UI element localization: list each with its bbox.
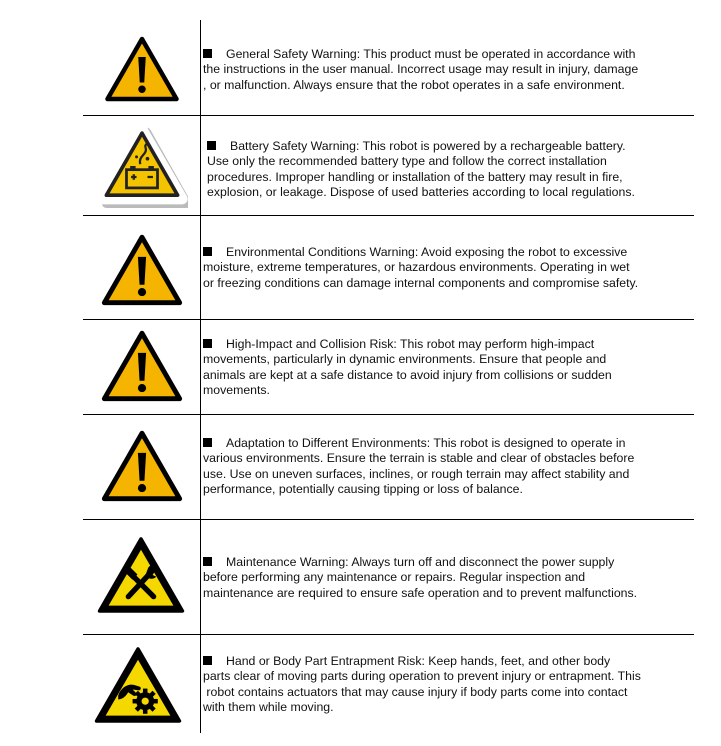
row-divider [83, 319, 694, 320]
bullet-icon [203, 49, 212, 58]
warning-text-general: General Safety Warning: This product must be operated in accordance with the instructions in the user manual. Incorrect usage may result in injury, damage , or malfunction. Always ensure that the robot operates in a safe environment. [203, 47, 639, 92]
row-divider [83, 414, 694, 415]
row-divider [83, 215, 694, 216]
warning-text-collision: High-Impact and Collision Risk: This robot may perform high-impact movements, particularly in dynamic environments. Ensure that people and animals are kept at a safe distance to avoid injury from collisions or sudden movements. [203, 337, 612, 398]
warning-text-environment: Environmental Conditions Warning: Avoid exposing the robot to excessive moisture, extreme temperatures, or hazardous environments. Operating in wet or freezing conditions can damage internal components and compromise safety. [203, 245, 639, 290]
bullet-icon [203, 247, 212, 256]
maintenance-tools-warning-icon [96, 535, 186, 620]
battery-warning-icon [96, 124, 188, 213]
warning-text-entrapment: Hand or Body Part Entrapment Risk: Keep hands, feet, and other body parts clear of moving parts during operation to prevent injury or entrapment. This robot contains actuators that may cause injury if body parts come into contact with them while moving. [203, 654, 641, 715]
bullet-icon [203, 656, 212, 665]
row-divider [83, 115, 694, 116]
exclamation-warning-icon [101, 330, 183, 407]
exclamation-warning-icon [101, 430, 183, 507]
bullet-icon [207, 141, 216, 150]
hand-entrapment-warning-icon [93, 645, 183, 730]
row-divider [83, 519, 694, 520]
warning-text-environments-adaptation: Adaptation to Different Environments: This robot is designed to operate in various environments. Ensure the terrain is stable and clear of obstacles before use. Use on uneven surfaces, inclines, or rough terrain may affect stability and performance, potentially causing tipping or loss of balance. [203, 436, 635, 497]
bullet-icon [203, 438, 212, 447]
exclamation-warning-icon [104, 36, 180, 107]
row-divider [83, 634, 694, 635]
bullet-icon [203, 339, 212, 348]
warning-text-maintenance: Maintenance Warning: Always turn off and disconnect the power supply before performing any maintenance or repairs. Regular inspection and maintenance are required to ensure safe operation and to prevent malfunctions. [203, 555, 638, 600]
bullet-icon [203, 557, 212, 566]
exclamation-warning-icon [101, 234, 183, 311]
column-divider [200, 20, 201, 733]
warning-text-battery: Battery Safety Warning: This robot is powered by a rechargeable battery. Use only the recommended battery type and follow the correct installation procedures. Improper handling or installation of the battery may result in fire, explosion, or leakage. Dispose of used batteries according to local regulations. [207, 139, 635, 200]
